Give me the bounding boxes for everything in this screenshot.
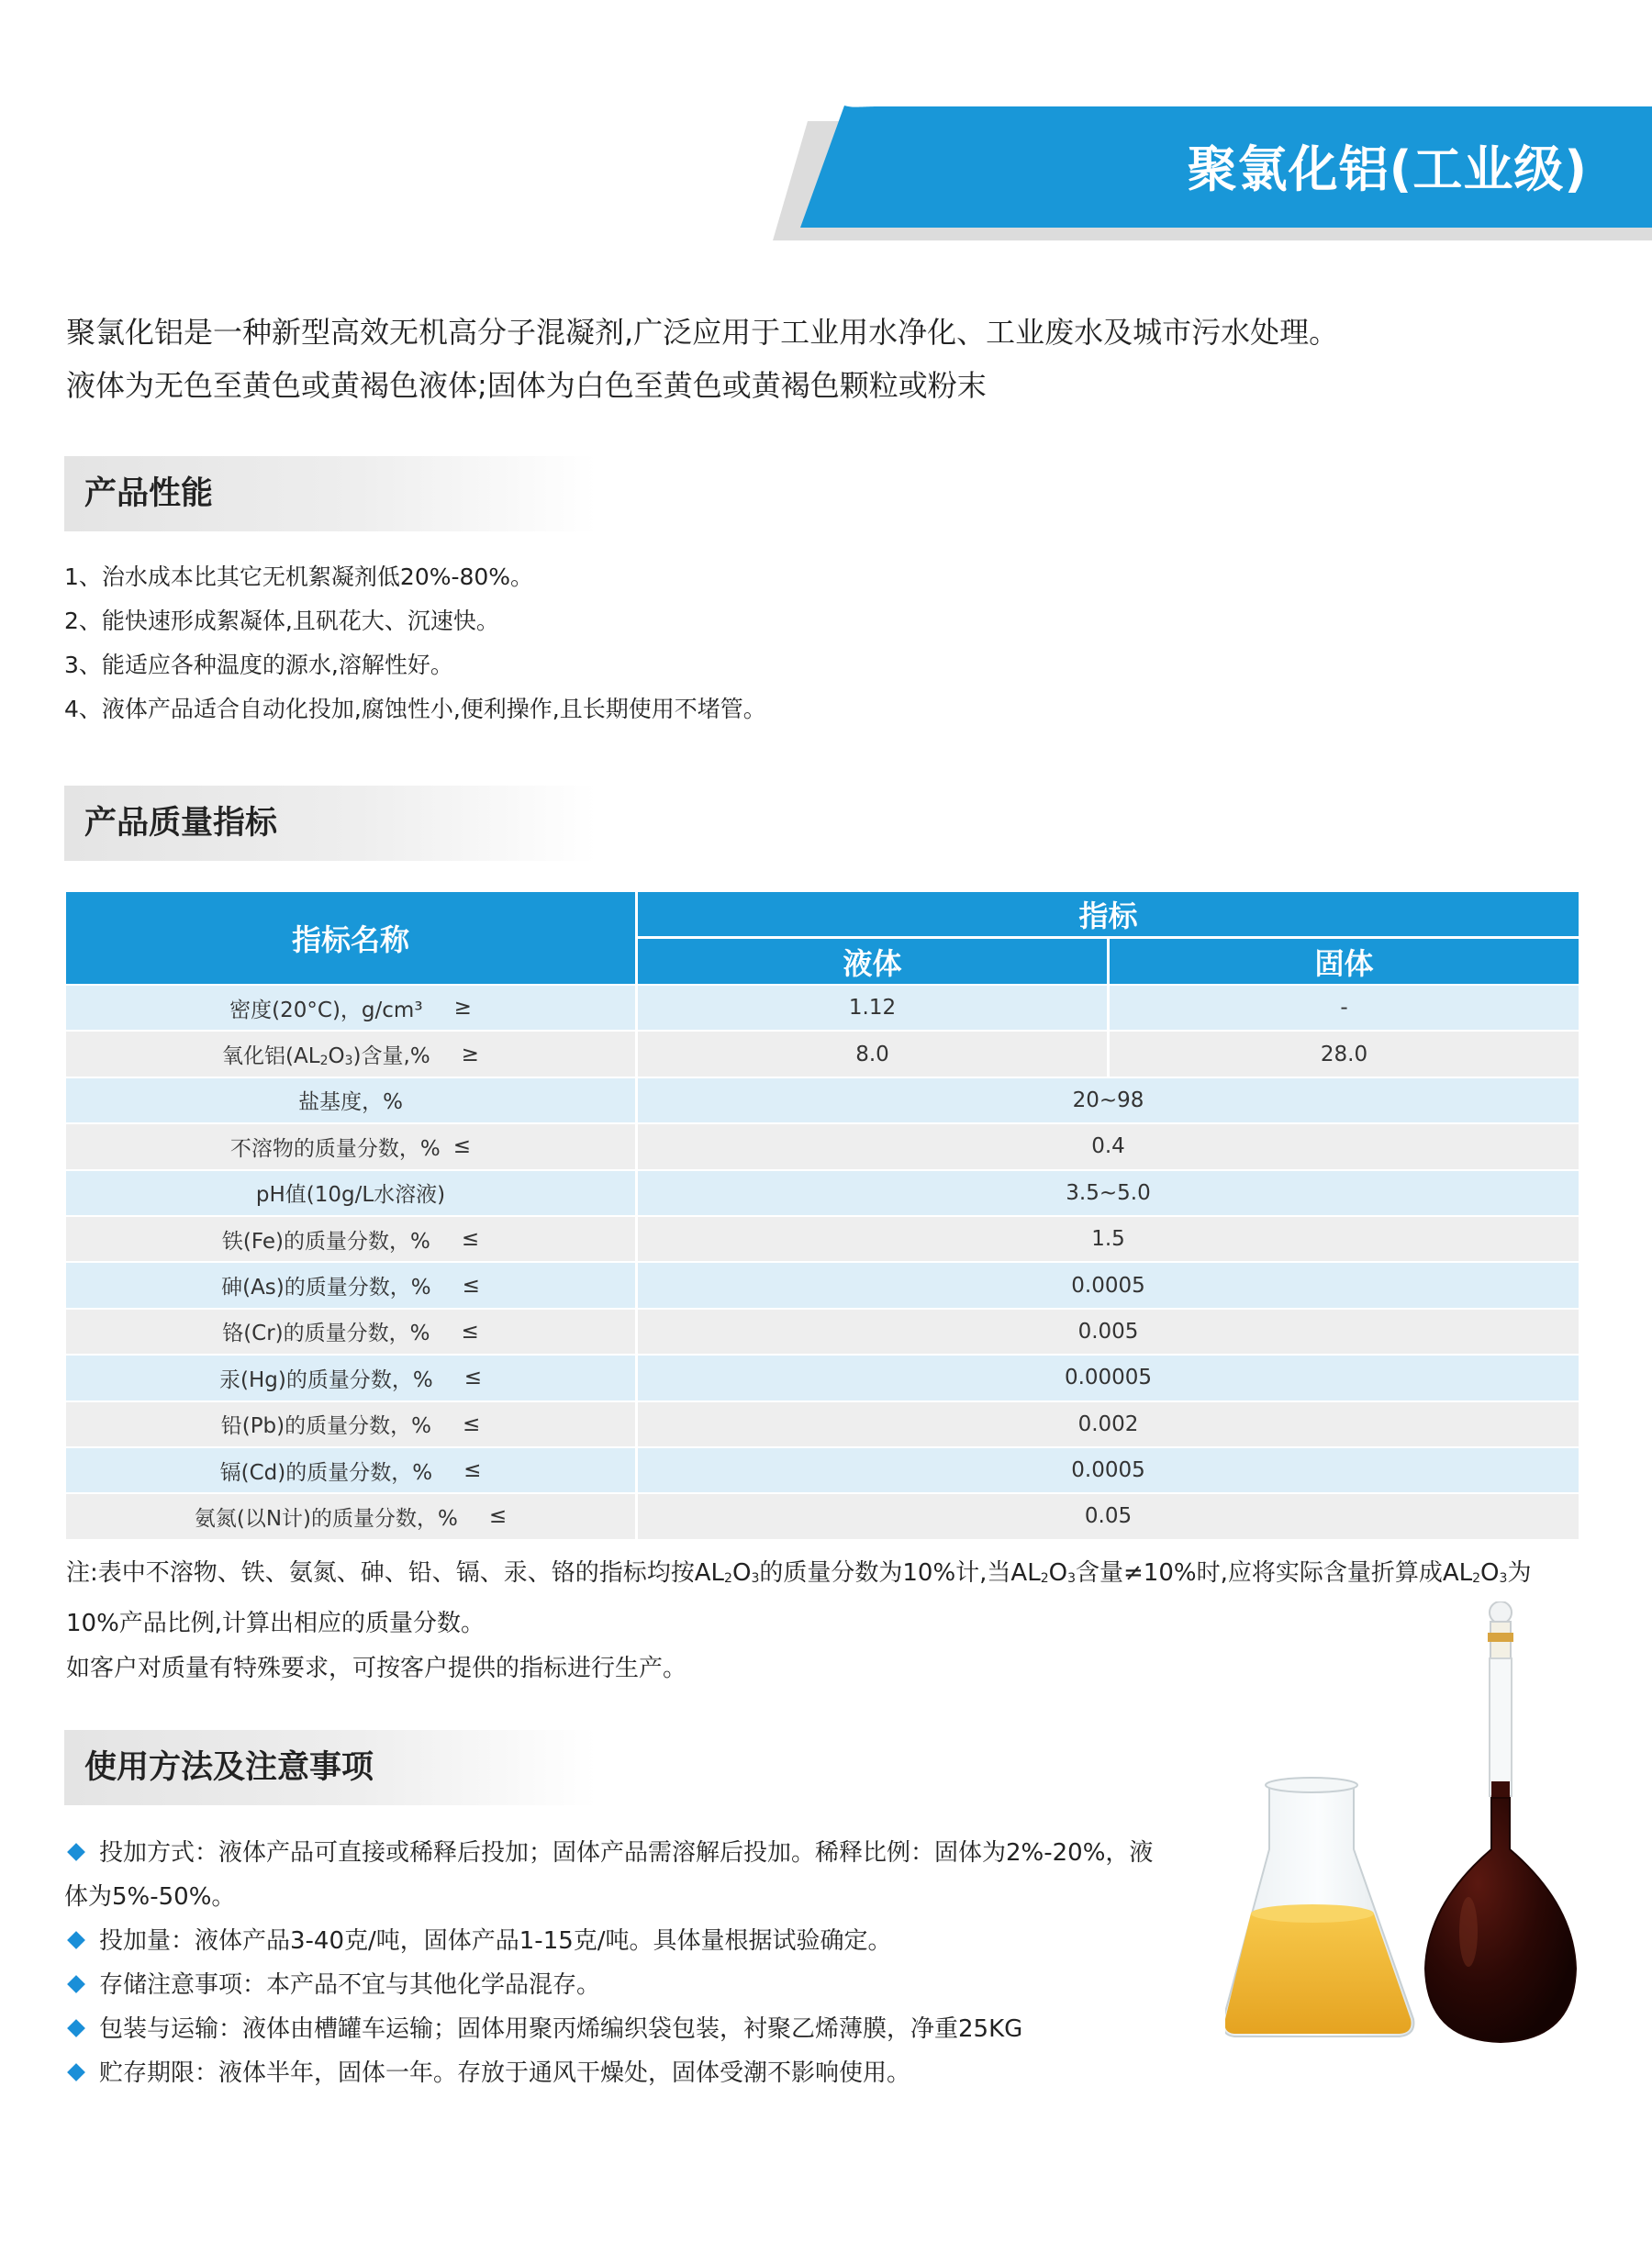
diamond-bullet-icon [67,1931,85,1949]
cell-liquid: 8.0 [638,1032,1107,1076]
section-header-quality [64,786,597,861]
row-operator: ≥ [461,1042,479,1066]
table-row [66,984,1579,1030]
row-operator: ≤ [463,1366,482,1390]
cell-name [66,1356,635,1400]
row-label: 氨氮(以N计)的质量分数，% [194,1506,458,1531]
row-operator: ≤ [462,1273,480,1298]
list-item [64,1831,1202,1919]
cell-value: 1.5 [638,1217,1579,1261]
row-operator: ≤ [488,1504,508,1529]
cell-value: 0.0005 [638,1263,1579,1307]
cell-name [66,1448,635,1492]
row-label: 铅(Pb)的质量分数，% [220,1414,431,1439]
table-header [66,892,1579,984]
list-item [64,1963,1202,2007]
cell-name [66,1124,635,1168]
erlenmeyer-flask [1225,1778,1413,2037]
cell-name [66,986,635,1030]
table-row [66,1122,1579,1168]
cell-value: 0.0005 [638,1448,1579,1492]
row-label: 汞(Hg)的质量分数，% [219,1367,433,1392]
cell-solid: 28.0 [1110,1032,1579,1076]
row-label: 镉(Cd)的质量分数，% [219,1460,433,1485]
banner-shape [0,0,1652,257]
table-row [66,1261,1579,1307]
note-line: 如客户对质量有特殊要求，可按客户提供的指标进行生产。 [66,1655,687,1682]
cell-value: 0.005 [638,1310,1579,1354]
intro-line: 液体为无色至黄色或黄褐色液体;固体为白色至黄色或黄褐色颗粒或粉末 [66,368,987,403]
diamond-bullet-icon [67,1843,85,1861]
cell-solid: - [1110,986,1579,1030]
product-flasks-image [1225,1601,1611,2079]
row-label: 砷(As)的质量分数，% [221,1276,431,1300]
table-row [66,1030,1579,1076]
row-label: 铁(Fe)的质量分数，% [221,1229,430,1254]
row-operator: ≤ [452,1134,472,1159]
list-item [64,2051,1202,2095]
usage-text: 存储注意事项：本产品不宜与其他化学品混存。 [99,1971,601,1999]
section-title: 产品质量指标 [84,805,278,842]
row-label: 密度(20°C)，g/cm³ [229,998,423,1022]
row-operator: ≤ [461,1227,480,1252]
cell-value: 20~98 [638,1078,1579,1122]
intro-line: 聚氯化铝是一种新型高效无机高分子混凝剂,广泛应用于工业用水净化、工业废水及城市污水处理。 [66,315,1339,350]
performance-list [64,555,766,731]
cell-name [66,1402,635,1446]
table-row [66,1077,1579,1122]
header-banner [0,0,1652,257]
list-item [64,1919,1202,1963]
table-row [66,1400,1579,1446]
header-liquid: 液体 [638,939,1107,984]
section-header-usage [64,1730,597,1805]
row-label: 不溶物的质量分数，% [229,1136,441,1161]
note-line: 注:表中不溶物、铁、氨氮、砷、铅、镉、汞、铬的指标均按$AL_2O_3$的质量分数为10%计,当$AL_2O_3$含量≠10%时,应将实际含量折算成$AL_2O_3$为 [66,1559,1532,1587]
quality-table [66,892,1579,1539]
usage-text: 体为5%-50%。 [64,1883,236,1911]
table-row [66,1446,1579,1492]
cell-name [66,1217,635,1261]
cell-name [66,1171,635,1215]
row-label: 氧化铝$(AL_2O_3)$含量,% [222,1044,430,1069]
diamond-bullet-icon [67,2019,85,2037]
list-item [64,2007,1202,2051]
header-solid: 固体 [1110,939,1579,984]
cell-liquid: 1.12 [638,986,1107,1030]
list-item: 4、液体产品适合自动化投加,腐蚀性小,便利操作,且长期使用不堵管。 [64,696,766,722]
section-title: 产品性能 [84,475,214,512]
diamond-bullet-icon [67,1975,85,1993]
row-label: pH值(10g/L水溶液) [255,1183,446,1208]
list-item: 1、治水成本比其它无机絮凝剂低20%-80%。 [64,564,534,590]
usage-text: 投加量：液体产品3-40克/吨，固体产品1-15克/吨。具体量根据试验确定。 [99,1927,892,1955]
table-row [66,1354,1579,1400]
cell-name [66,1078,635,1122]
cell-name [66,1310,635,1354]
table-row [66,1215,1579,1261]
table-row [66,1169,1579,1215]
cell-value: 0.002 [638,1402,1579,1446]
cell-value: 0.00005 [638,1356,1579,1400]
row-operator: ≤ [463,1458,482,1483]
row-operator: ≤ [463,1412,481,1436]
cell-value: 3.5~5.0 [638,1171,1579,1215]
usage-text: 包装与运输：液体由槽罐车运输；固体用聚丙烯编织袋包装，衬聚乙烯薄膜，净重25KG [99,2015,1023,2043]
list-item: 2、能快速形成絮凝体,且矾花大、沉速快。 [64,608,499,634]
list-item: 3、能适应各种温度的源水,溶解性好。 [64,652,453,678]
intro-text [66,306,1338,412]
row-label: 铬(Cr)的质量分数，% [222,1322,430,1346]
usage-text: 投加方式：液体产品可直接或稀释后投加；固体产品需溶解后投加。稀释比例：固体为2%-20%，液 [99,1839,1154,1867]
row-label: 盐基度，% [298,1090,403,1115]
volumetric-flask [1425,1601,1576,2042]
row-operator: ≥ [453,996,472,1021]
page-title: 聚氯化铝(工业级) [1187,140,1588,198]
header-name: 指标名称 [66,892,635,984]
header-index: 指标 [638,892,1579,936]
cell-name [66,1032,635,1076]
diamond-bullet-icon [67,2063,85,2081]
usage-text: 贮存期限：液体半年，固体一年。存放于通风干燥处，固体受潮不影响使用。 [99,2059,911,2087]
note-line: 10%产品比例,计算出相应的质量分数。 [66,1610,486,1637]
section-title: 使用方法及注意事项 [84,1749,374,1786]
table-row [66,1308,1579,1354]
usage-list [64,1831,1202,2095]
cell-value: 0.4 [638,1124,1579,1168]
cell-name [66,1263,635,1307]
table-row [66,1492,1579,1538]
row-operator: ≤ [461,1319,479,1344]
cell-value: 0.05 [638,1494,1579,1538]
section-header-performance [64,456,597,531]
cell-name [66,1494,635,1538]
